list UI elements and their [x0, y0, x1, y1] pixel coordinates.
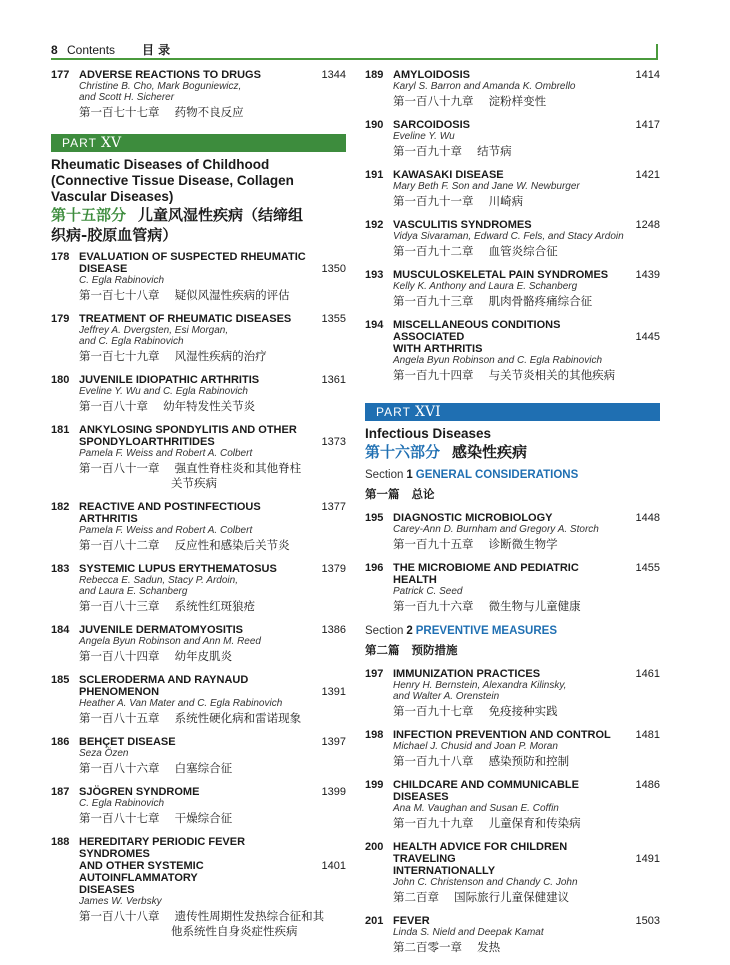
right-column	[365, 69, 660, 965]
running-title: Contents	[67, 43, 116, 57]
part-xv-title: Rheumatic Diseases of Childhood (Connective Tissue Disease, Collagen Vascular Diseases)	[51, 157, 294, 204]
toc-entry-178[interactable]	[51, 251, 346, 303]
chapter-title[interactable]: IMMUNIZATION PRACTICES	[393, 668, 541, 680]
chapter-title[interactable]: FEVER	[393, 915, 430, 927]
toc-entry-188[interactable]	[51, 836, 346, 939]
page-ref[interactable]: 1397	[321, 736, 346, 748]
part-xv-title-cn: 第十五部分 儿童风湿性疾病（结缔组 织病-胶原血管病）	[51, 206, 304, 244]
page-ref[interactable]: 1486	[635, 779, 660, 791]
chapter-authors: Angela Byun Robinson and C. Egla Rabinovich	[393, 355, 603, 366]
section-2-heading[interactable]: Section 2 PREVENTIVE MEASURES	[365, 625, 557, 637]
page-ref[interactable]: 1355	[321, 313, 346, 325]
chapter-title-cn: 第一百八十九章 淀粉样变性	[393, 94, 547, 108]
chapter-authors: Heather A. Van Mater and C. Egla Rabinovich	[79, 698, 283, 709]
chapter-title-cn: 第一百九十一章 川崎病	[393, 194, 524, 208]
page-ref[interactable]: 1248	[635, 219, 660, 231]
chapter-number: 199	[365, 779, 384, 791]
chapter-authors: C. Egla Rabinovich	[79, 275, 165, 286]
toc-entry-194[interactable]	[365, 319, 660, 383]
chapter-authors: Mary Beth F. Son and Jane W. Newburger	[393, 181, 580, 192]
page-ref[interactable]: 1414	[635, 69, 660, 81]
toc-entry-186[interactable]	[51, 736, 346, 776]
page-ref[interactable]: 1445	[635, 331, 660, 343]
toc-entry-182[interactable]	[51, 501, 346, 553]
toc-entry-177[interactable]	[51, 69, 346, 120]
chapter-title-cn: 第一百八十四章 幼年皮肌炎	[79, 649, 233, 663]
chapter-title[interactable]: SYSTEMIC LUPUS ERYTHEMATOSUS	[79, 563, 277, 575]
chapter-authors: Pamela F. Weiss and Robert A. Colbert	[79, 448, 253, 459]
chapter-number: 200	[365, 841, 384, 853]
chapter-title-cn: 第一百九十三章 肌肉骨骼疼痛综合征	[393, 294, 593, 308]
toc-entry-196[interactable]	[365, 562, 660, 614]
toc-entry-190[interactable]	[365, 119, 660, 159]
page-ref[interactable]: 1350	[321, 263, 346, 275]
chapter-authors: Michael J. Chusid and Joan P. Moran	[393, 741, 558, 752]
chapter-title[interactable]: ADVERSE REACTIONS TO DRUGS	[79, 69, 261, 81]
page-ref[interactable]: 1461	[635, 668, 660, 680]
chapter-authors: Ana M. Vaughan and Susan E. Coffin	[393, 803, 559, 814]
header-tick	[656, 44, 658, 60]
toc-entry-201[interactable]	[365, 915, 660, 955]
page-ref[interactable]: 1401	[321, 860, 346, 872]
chapter-authors: Seza Özen	[79, 748, 129, 759]
chapter-authors: Pamela F. Weiss and Robert A. Colbert	[79, 525, 253, 536]
page-ref[interactable]: 1379	[321, 563, 346, 575]
chapter-authors: Eveline Y. Wu	[393, 131, 455, 142]
toc-entry-185[interactable]	[51, 674, 346, 726]
part-xv-bar: PART XV	[51, 134, 346, 152]
page-ref[interactable]: 1399	[321, 786, 346, 798]
section-2-heading-cn: 第二篇 预防措施	[365, 643, 458, 657]
chapter-title[interactable]: AMYLOIDOSIS	[393, 69, 471, 81]
chapter-number: 178	[51, 251, 70, 263]
toc-entry-199[interactable]	[365, 779, 660, 831]
section-1-heading-cn: 第一篇 总论	[365, 487, 435, 501]
page-ref[interactable]: 1377	[321, 501, 346, 513]
page-ref[interactable]: 1455	[635, 562, 660, 574]
chapter-title-cn: 第一百九十章 结节病	[393, 144, 512, 158]
page-ref[interactable]: 1344	[321, 69, 346, 81]
chapter-number: 186	[51, 736, 70, 748]
toc-entry-189[interactable]	[365, 69, 660, 109]
chapter-authors: C. Egla Rabinovich	[79, 798, 165, 809]
chapter-authors: Christine B. Cho, Mark Boguniewicz, and Scott H. Sicherer	[79, 81, 242, 103]
chapter-title[interactable]: INFECTION PREVENTION AND CONTROL	[393, 729, 611, 741]
toc-entry-180[interactable]	[51, 374, 346, 414]
toc-entry-193[interactable]	[365, 269, 660, 309]
chapter-number: 183	[51, 563, 70, 575]
chapter-title-cn: 第一百八十三章 系统性红斑狼疮	[79, 599, 256, 613]
chapter-number: 188	[51, 836, 70, 848]
chapter-title[interactable]: HEREDITARY PERIODIC FEVER SYNDROMES AND OTHER SYSTEMIC AUTOINFLAMMATORY DISEASES	[79, 836, 246, 896]
chapter-title[interactable]: THE MICROBIOME AND PEDIATRIC HEALTH	[393, 562, 579, 586]
chapter-title-cn: 第一百七十八章 疑似风湿性疾病的评估	[79, 288, 290, 302]
chapter-title-cn: 第一百八十五章 系统性硬化病和雷诺现象	[79, 711, 302, 725]
chapter-title[interactable]: CHILDCARE AND COMMUNICABLE DISEASES	[393, 779, 579, 803]
chapter-authors: Jeffrey A. Dvergsten, Esi Morgan, and C. Egla Rabinovich	[79, 325, 229, 347]
page-ref[interactable]: 1386	[321, 624, 346, 636]
chapter-number: 181	[51, 424, 70, 436]
running-title-cn: 目 录	[142, 43, 171, 57]
chapter-number: 190	[365, 119, 384, 131]
section-1-heading[interactable]: Section 1 GENERAL CONSIDERATIONS	[365, 469, 579, 481]
page-ref[interactable]: 1417	[635, 119, 660, 131]
chapter-number: 195	[365, 512, 384, 524]
toc-entry-198[interactable]	[365, 729, 660, 769]
chapter-title[interactable]: MISCELLANEOUS CONDITIONS ASSOCIATED WITH ARTHRITIS	[393, 319, 561, 355]
chapter-authors: Patrick C. Seed	[393, 586, 463, 597]
header-rule	[51, 58, 658, 60]
chapter-authors: Linda S. Nield and Deepak Kamat	[393, 927, 544, 938]
toc-entry-195[interactable]	[365, 512, 660, 552]
chapter-authors: Angela Byun Robinson and Ann M. Reed	[79, 636, 261, 647]
chapter-number: 182	[51, 501, 70, 513]
toc-entry-181[interactable]	[51, 424, 346, 491]
toc-entry-179[interactable]	[51, 313, 346, 364]
chapter-title[interactable]: REACTIVE AND POSTINFECTIOUS ARTHRITIS	[79, 501, 261, 525]
chapter-title[interactable]: DIAGNOSTIC MICROBIOLOGY	[393, 512, 553, 524]
chapter-number: 196	[365, 562, 384, 574]
part-xvi-block	[365, 403, 660, 462]
chapter-title-cn: 第一百七十九章 风湿性疾病的治疗	[79, 349, 267, 363]
chapter-number: 198	[365, 729, 384, 741]
page-ref[interactable]: 1361	[321, 374, 346, 386]
chapter-title-cn: 第一百八十一章 强直性脊柱炎和其他脊柱 关节疾病	[79, 461, 302, 490]
part-xv-block	[51, 134, 346, 245]
page-number: 8	[51, 43, 58, 57]
chapter-title[interactable]: ANKYLOSING SPONDYLITIS AND OTHER SPONDYLOARTHRITIDES	[79, 424, 297, 448]
chapter-title[interactable]: BEHÇET DISEASE	[79, 736, 176, 748]
chapter-title[interactable]: KAWASAKI DISEASE	[393, 169, 504, 181]
chapter-title-cn: 第一百九十八章 感染预防和控制	[393, 754, 570, 768]
chapter-number: 180	[51, 374, 70, 386]
chapter-title-cn: 第一百八十七章 干燥综合征	[79, 811, 233, 825]
page-ref[interactable]: 1421	[635, 169, 660, 181]
page-ref[interactable]: 1481	[635, 729, 660, 741]
toc-entry-191[interactable]	[365, 169, 660, 209]
chapter-title-cn: 第二百章 国际旅行儿童保健建议	[393, 890, 570, 904]
part-xvi-title: Infectious Diseases	[365, 426, 492, 441]
chapter-number: 177	[51, 69, 70, 81]
chapter-title[interactable]: HEALTH ADVICE FOR CHILDREN TRAVELING INTERNATIONALLY	[393, 841, 568, 877]
chapter-authors: Henry H. Bernstein, Alexandra Kilinsky, and Walter A. Orenstein	[393, 680, 567, 702]
chapter-title[interactable]: MUSCULOSKELETAL PAIN SYNDROMES	[393, 269, 609, 281]
page-ref[interactable]: 1439	[635, 269, 660, 281]
left-column	[51, 69, 346, 949]
chapter-number: 194	[365, 319, 384, 331]
chapter-title[interactable]: VASCULITIS SYNDROMES	[393, 219, 532, 231]
chapter-title[interactable]: EVALUATION OF SUSPECTED RHEUMATIC DISEASE	[79, 251, 306, 275]
page-header	[51, 40, 663, 60]
chapter-title-cn: 第一百七十七章 药物不良反应	[79, 105, 244, 119]
chapter-authors: Vidya Sivaraman, Edward C. Fels, and Stacy Ardoin	[393, 231, 624, 242]
toc-entry-183[interactable]	[51, 563, 346, 614]
toc-entry-184[interactable]	[51, 624, 346, 664]
chapter-title-cn: 第一百九十四章 与关节炎相关的其他疾病	[393, 368, 616, 382]
chapter-number: 187	[51, 786, 70, 798]
chapter-number: 189	[365, 69, 384, 81]
page-ref[interactable]: 1491	[635, 853, 660, 865]
toc-entry-200[interactable]	[365, 841, 660, 905]
chapter-title[interactable]: SJÖGREN SYNDROME	[79, 786, 200, 798]
chapter-authors: Eveline Y. Wu and C. Egla Rabinovich	[79, 386, 248, 397]
chapter-number: 193	[365, 269, 384, 281]
part-xvi-title-cn: 第十六部分 感染性疾病	[365, 443, 528, 461]
toc-entry-192[interactable]	[365, 219, 660, 259]
chapter-title-cn: 第一百八十章 幼年特发性关节炎	[79, 399, 256, 413]
chapter-number: 191	[365, 169, 384, 181]
chapter-title-cn: 第一百八十八章 遗传性周期性发热综合征和其 他系统性自身炎症性疾病	[79, 909, 325, 938]
page-ref[interactable]: 1503	[635, 915, 660, 927]
chapter-authors: Kelly K. Anthony and Laura E. Schanberg	[393, 281, 578, 292]
page-ref[interactable]: 1391	[321, 686, 346, 698]
chapter-title[interactable]: JUVENILE DERMATOMYOSITIS	[79, 624, 244, 636]
chapter-number: 201	[365, 915, 384, 927]
chapter-title-cn: 第一百九十二章 血管炎综合征	[393, 244, 558, 258]
chapter-title-cn: 第一百八十六章 白塞综合征	[79, 761, 233, 775]
chapter-number: 192	[365, 219, 384, 231]
chapter-authors: Carey-Ann D. Burnham and Gregory A. Storch	[393, 524, 599, 535]
chapter-authors: John C. Christenson and Chandy C. John	[393, 877, 578, 888]
page-ref[interactable]: 1373	[321, 436, 346, 448]
chapter-title-cn: 第一百八十二章 反应性和感染后关节炎	[79, 538, 290, 552]
chapter-number: 179	[51, 313, 70, 325]
toc-entry-197[interactable]	[365, 668, 660, 719]
chapter-title[interactable]: SCLERODERMA AND RAYNAUD PHENOMENON	[79, 674, 249, 698]
chapter-authors: Rebecca E. Sadun, Stacy P. Ardoin, and Laura E. Schanberg	[79, 575, 238, 597]
chapter-title-cn: 第一百九十五章 诊断微生物学	[393, 537, 558, 551]
chapter-authors: James W. Verbsky	[79, 896, 162, 907]
page-ref[interactable]: 1448	[635, 512, 660, 524]
chapter-number: 185	[51, 674, 70, 686]
chapter-number: 197	[365, 668, 384, 680]
chapter-title[interactable]: TREATMENT OF RHEUMATIC DISEASES	[79, 313, 292, 325]
chapter-title-cn: 第一百九十七章 免疫接种实践	[393, 704, 558, 718]
chapter-title-cn: 第一百九十九章 儿童保育和传染病	[393, 816, 581, 830]
chapter-title[interactable]: SARCOIDOSIS	[393, 119, 471, 131]
chapter-title-cn: 第一百九十六章 微生物与儿童健康	[393, 599, 581, 613]
chapter-title[interactable]: JUVENILE IDIOPATHIC ARTHRITIS	[79, 374, 260, 386]
part-xvi-bar: PART XVI	[365, 403, 660, 421]
chapter-authors: Karyl S. Barron and Amanda K. Ombrello	[393, 81, 576, 92]
toc-entry-187[interactable]	[51, 786, 346, 826]
chapter-title-cn: 第二百零一章 发热	[393, 940, 501, 954]
chapter-number: 184	[51, 624, 70, 636]
